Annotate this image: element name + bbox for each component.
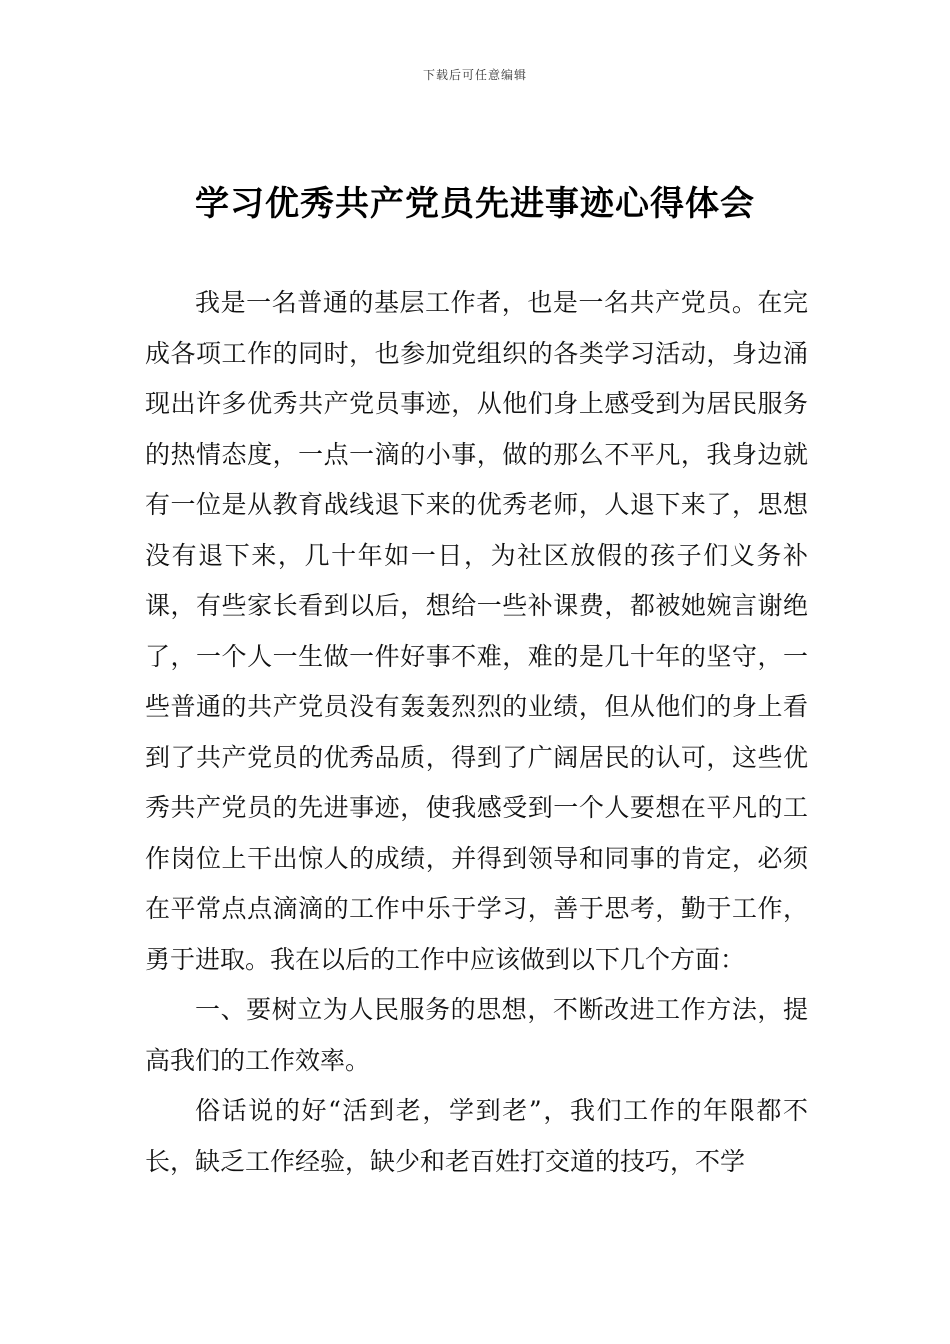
body-paragraph: 俗话说的好“活到老，学到老”，我们工作的年限都不长，缺乏工作经验，缺少和老百姓打交道的技巧，不学 [145,1096,808,1176]
body-paragraph: 我是一名普通的基层工作者，也是一名共产党员。在完成各项工作的同时，也参加党组织的各类学习活动，身边涌现出许多优秀共产党员事迹，从他们身上感受到为居民服务的热情态度，一点一滴的小事，做的那么不平凡，我身边就有一位是从教育战线退下来的优秀老师，人退下来了，思想没有退下来，几十年如一日，为社区放假的孩子们义务补课，有些家长看到以后，想给一些补课费，都被她婉言谢绝了，一个人一生做一件好事不难，难的是几十年的坚守，一些普通的共产党员没有轰轰烈烈的业绩，但从他们的身上看到了共产党员的优秀品质，得到了广阔居民的认可，这些优秀共产党员的先进事迹，使我感受到一个人要想在平凡的工作岗位上干出惊人的成绩，并得到领导和同事的肯定，必须在平常点点滴滴的工作中乐于学习，善于思考，勤于工作，勇于进取。我在以后的工作中应该做到以下几个方面： [145,288,808,974]
body-paragraph: 一、要树立为人民服务的思想，不断改进工作方法，提高我们的工作效率。 [145,995,808,1075]
document-body [145,278,808,1187]
document-title: 学习优秀共产党员先进事迹心得体会 [195,184,755,224]
page-header-note: 下载后可任意编辑 [422,68,527,82]
